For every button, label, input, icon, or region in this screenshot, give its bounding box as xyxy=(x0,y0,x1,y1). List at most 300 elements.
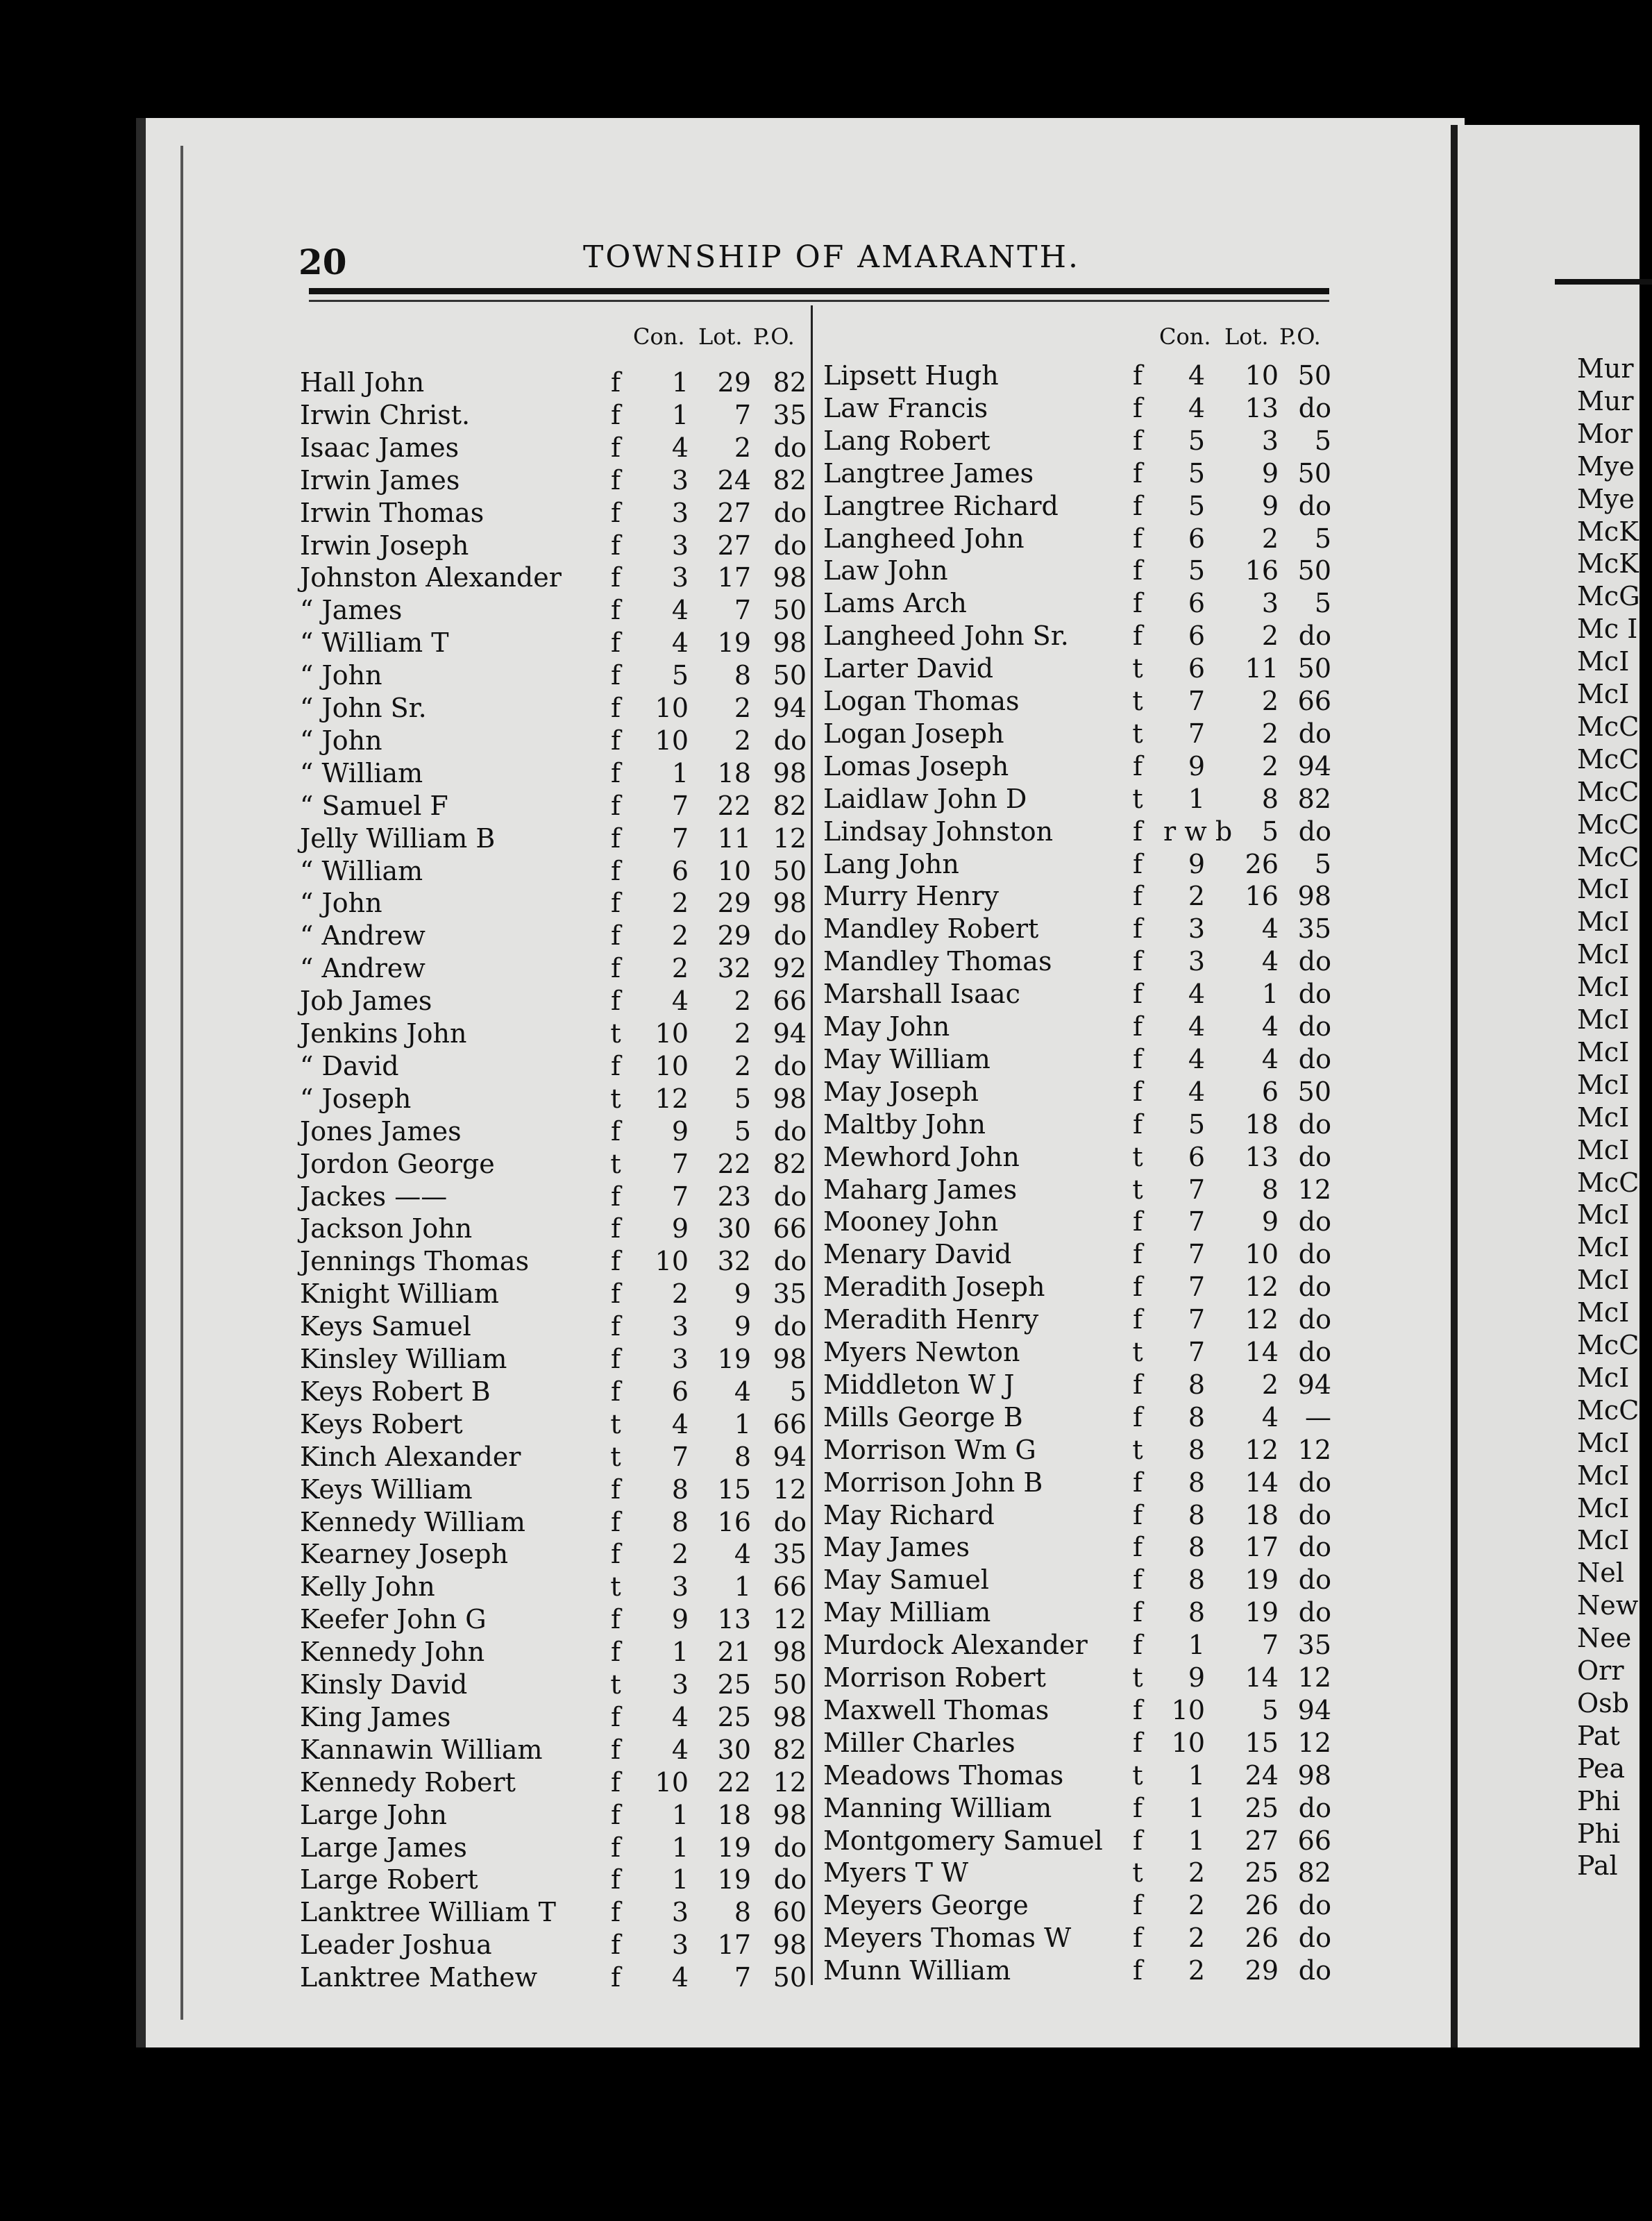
directory-entry xyxy=(300,1929,807,1961)
entry-name: May William xyxy=(823,1043,991,1074)
entry-concession: 10 xyxy=(655,1766,689,1798)
entry-post-office: 5 xyxy=(1314,425,1331,456)
directory-entry xyxy=(300,627,807,659)
entry-post-office: 12 xyxy=(1297,1727,1331,1758)
directory-entry xyxy=(823,1825,1337,1857)
entry-name: Mills George B xyxy=(823,1401,1023,1433)
entry-concession: 5 xyxy=(1188,555,1205,586)
entry-post-office: 98 xyxy=(773,757,807,788)
entry-name: May Richard xyxy=(823,1499,995,1530)
entry-name: Manning William xyxy=(823,1792,1052,1823)
adjacent-page-fragment: McC xyxy=(1577,809,1640,840)
entry-post-office: 98 xyxy=(773,888,807,919)
directory-entry xyxy=(823,1954,1337,1986)
directory-entry xyxy=(300,1603,807,1635)
directory-entry xyxy=(300,1050,807,1082)
entry-name: Meyers George xyxy=(823,1890,1029,1921)
entry-name: “ John xyxy=(300,660,382,691)
entry-lot: 2 xyxy=(734,1018,751,1049)
entry-post-office: 50 xyxy=(773,1669,807,1700)
entry-post-office: do xyxy=(773,920,807,952)
directory-entry xyxy=(300,432,807,464)
adjacent-page-fragment: McI xyxy=(1577,1069,1630,1100)
entry-lot: 8 xyxy=(734,660,751,691)
entry-post-office: 50 xyxy=(1297,555,1331,586)
directory-entry xyxy=(300,1799,807,1831)
entry-lot: 9 xyxy=(1261,490,1279,521)
directory-entry xyxy=(823,1857,1337,1889)
entry-concession: 3 xyxy=(671,562,689,593)
directory-entry xyxy=(823,1011,1337,1042)
entry-lot: 24 xyxy=(1245,1759,1279,1791)
adjacent-page-fragment: McI xyxy=(1577,1036,1630,1067)
entry-concession: 3 xyxy=(671,497,689,528)
entry-name: Hall John xyxy=(300,367,425,398)
entry-lot: 19 xyxy=(717,1344,751,1374)
directory-entry xyxy=(823,1206,1337,1238)
directory-entry xyxy=(300,757,807,789)
entry-lot: 4 xyxy=(734,1539,751,1570)
entry-post-office: do xyxy=(1298,1467,1331,1498)
entry-post-office: 66 xyxy=(773,986,807,1017)
entry-post-office: do xyxy=(1298,1011,1331,1042)
entry-post-office: 12 xyxy=(773,822,807,854)
entry-post-office: 50 xyxy=(1297,360,1331,391)
entry-post-office: 50 xyxy=(773,660,807,691)
directory-entry xyxy=(300,1245,807,1277)
directory-entry xyxy=(300,464,807,496)
entry-name: May Joseph xyxy=(823,1076,979,1107)
entry-concession: 7 xyxy=(671,790,689,821)
entry-lot: 26 xyxy=(1245,848,1279,879)
entry-name: Maxwell Thomas xyxy=(823,1694,1050,1725)
entry-tenure: f xyxy=(610,888,621,919)
entry-tenure: f xyxy=(1132,1630,1143,1661)
entry-name: Myers T W xyxy=(823,1857,969,1889)
entry-lot: 10 xyxy=(1245,1239,1279,1270)
entry-concession: 4 xyxy=(671,1408,689,1439)
entry-concession: 9 xyxy=(671,1604,689,1635)
entry-concession: 6 xyxy=(1188,620,1205,652)
entry-concession: 7 xyxy=(671,822,689,854)
entry-tenure: f xyxy=(1132,1304,1143,1335)
entry-name: Jones James xyxy=(300,1115,462,1147)
entry-concession: 4 xyxy=(1188,1076,1205,1107)
entry-concession: 8 xyxy=(1188,1369,1205,1400)
entry-concession: 1 xyxy=(671,1637,689,1668)
entry-post-office: do xyxy=(773,432,807,463)
adjacent-page-fragment: McG xyxy=(1577,581,1640,612)
directory-entry xyxy=(823,1792,1337,1824)
directory-entry xyxy=(300,920,807,952)
entry-tenure: f xyxy=(610,1246,621,1277)
adjacent-page-fragment: New xyxy=(1577,1590,1639,1621)
entry-concession: 6 xyxy=(671,855,689,886)
entry-tenure: f xyxy=(610,1701,621,1732)
entry-tenure: f xyxy=(1132,1499,1143,1530)
entry-lot: 2 xyxy=(1261,750,1279,782)
entry-post-office: 50 xyxy=(1297,1076,1331,1107)
entry-post-office: 50 xyxy=(773,855,807,886)
entry-concession: 8 xyxy=(1188,1467,1205,1498)
header-lot-right: Lot. xyxy=(1224,323,1269,350)
entry-tenure: t xyxy=(1132,653,1143,684)
entry-name: Keys Samuel xyxy=(300,1311,471,1342)
entry-tenure: f xyxy=(1132,360,1143,391)
entry-name: Myers Newton xyxy=(823,1337,1020,1367)
entry-lot: 4 xyxy=(734,1376,751,1407)
entry-post-office: do xyxy=(1298,718,1331,749)
entry-name: Lang Robert xyxy=(823,425,991,456)
entry-post-office: do xyxy=(773,1311,807,1342)
entry-lot: 17 xyxy=(717,562,751,593)
entry-name: Johnston Alexander xyxy=(300,562,562,593)
directory-entry xyxy=(300,1376,807,1408)
entry-concession: 2 xyxy=(1188,1955,1205,1986)
entry-name: Keys Robert B xyxy=(300,1376,491,1407)
entry-post-office: do xyxy=(1298,620,1331,652)
adjacent-page-fragment: McC xyxy=(1577,1394,1640,1426)
entry-post-office: do xyxy=(773,1115,807,1147)
entry-tenure: f xyxy=(610,855,621,886)
entry-concession: 2 xyxy=(671,920,689,952)
entry-concession: 4 xyxy=(1188,392,1205,423)
entry-lot: 3 xyxy=(1261,588,1279,619)
entry-lot: 22 xyxy=(717,1148,751,1179)
entry-lot: 16 xyxy=(1245,881,1279,912)
entry-lot: 11 xyxy=(717,822,751,854)
entry-name: May Milliam xyxy=(823,1597,991,1628)
entry-tenure: f xyxy=(1132,750,1143,782)
entry-post-office: 50 xyxy=(1297,457,1331,489)
entry-post-office: 98 xyxy=(1297,1759,1331,1791)
entry-tenure: f xyxy=(1132,588,1143,619)
directory-entry xyxy=(823,523,1337,555)
directory-entry xyxy=(300,1896,807,1928)
entry-tenure: f xyxy=(610,822,621,854)
entry-lot: 26 xyxy=(1245,1890,1279,1921)
entry-tenure: f xyxy=(1132,1890,1143,1921)
directory-entry xyxy=(300,1017,807,1049)
entry-post-office: 98 xyxy=(773,1929,807,1961)
adjacent-page-fragment: McI xyxy=(1577,972,1630,1003)
entry-tenure: f xyxy=(610,1278,621,1310)
entry-name: “ William T xyxy=(300,627,449,659)
entry-name: Maltby John xyxy=(823,1108,986,1140)
directory-entry xyxy=(823,1596,1337,1628)
entry-lot: 1 xyxy=(734,1571,751,1603)
entry-name: “ Joseph xyxy=(300,1083,412,1114)
entry-post-office: 35 xyxy=(773,1278,807,1310)
directory-entry xyxy=(300,985,807,1017)
entry-post-office: 5 xyxy=(1314,523,1331,554)
entry-name: Keys Robert xyxy=(300,1408,463,1439)
entry-tenure: f xyxy=(1132,555,1143,586)
entry-post-office: 60 xyxy=(773,1897,807,1928)
entry-name: Meyers Thomas W xyxy=(823,1923,1072,1954)
entry-concession: 1 xyxy=(1188,1825,1205,1856)
entry-post-office: 92 xyxy=(773,953,807,984)
entry-tenure: f xyxy=(610,1344,621,1374)
directory-entry xyxy=(300,561,807,593)
directory-entry xyxy=(823,1531,1337,1563)
directory-entry xyxy=(300,1864,807,1895)
directory-entry xyxy=(823,457,1337,489)
entry-post-office: 66 xyxy=(773,1571,807,1603)
header-po-left: P.O. xyxy=(753,323,795,350)
directory-entry xyxy=(823,1271,1337,1303)
directory-entry xyxy=(300,1115,807,1147)
entry-name: Job James xyxy=(300,986,432,1017)
entry-tenure: f xyxy=(1132,1401,1143,1433)
entry-post-office: 98 xyxy=(773,1701,807,1732)
entry-lot: 15 xyxy=(1245,1727,1279,1758)
entry-name: Morrison John B xyxy=(823,1467,1043,1498)
entry-name: Kannawin William xyxy=(300,1734,543,1765)
entry-post-office: 12 xyxy=(773,1766,807,1798)
adjacent-page-fragment: Nel xyxy=(1577,1557,1624,1589)
entry-concession: 1 xyxy=(1188,1630,1205,1661)
entry-tenure: f xyxy=(610,627,621,659)
adjacent-page-fragment: McI xyxy=(1577,1265,1630,1296)
page-number: 20 xyxy=(298,242,347,282)
directory-entry xyxy=(823,1499,1337,1531)
entry-concession: 7 xyxy=(671,1441,689,1472)
entry-tenure: f xyxy=(610,562,621,593)
entry-name: Jordon George xyxy=(300,1148,495,1179)
entry-post-office: do xyxy=(773,1246,807,1277)
entry-tenure: f xyxy=(1132,1792,1143,1823)
entry-tenure: f xyxy=(610,986,621,1017)
entry-name: Jackson John xyxy=(300,1213,473,1244)
adjacent-page-fragment: Mur xyxy=(1577,353,1634,384)
entry-post-office: do xyxy=(1298,1141,1331,1172)
entry-concession: 6 xyxy=(1188,588,1205,619)
entry-concession: 1 xyxy=(671,1864,689,1895)
entry-concession: 3 xyxy=(671,1311,689,1342)
entry-post-office: 82 xyxy=(773,1734,807,1765)
entry-post-office: 82 xyxy=(773,464,807,496)
entry-name: May John xyxy=(823,1011,950,1042)
entry-lot: 29 xyxy=(717,888,751,919)
entry-concession: 7 xyxy=(1188,1272,1205,1303)
entry-post-office: 12 xyxy=(1297,1434,1331,1465)
entry-concession: 7 xyxy=(1188,718,1205,749)
entry-name: Jelly William B xyxy=(300,822,496,854)
entry-name: Lindsay Johnston xyxy=(823,816,1054,847)
entry-tenure: t xyxy=(610,1018,621,1049)
entry-name: Kinsly David xyxy=(300,1669,468,1700)
entry-tenure: f xyxy=(610,1213,621,1244)
entry-concession: 8 xyxy=(1188,1434,1205,1465)
entry-concession: 5 xyxy=(1188,1108,1205,1140)
entry-name: “ David xyxy=(300,1050,399,1081)
entry-concession: 3 xyxy=(671,1929,689,1961)
entry-lot: 19 xyxy=(717,1864,751,1895)
entry-post-office: do xyxy=(1298,1890,1331,1921)
directory-entry xyxy=(300,1701,807,1733)
entry-name: “ Samuel F xyxy=(300,790,448,821)
adjacent-page-fragment: McI xyxy=(1577,1492,1630,1523)
entry-post-office: do xyxy=(1298,1564,1331,1596)
entry-name: Knight William xyxy=(300,1278,499,1310)
entry-post-office: 35 xyxy=(1297,1630,1331,1661)
entry-post-office: 66 xyxy=(1297,686,1331,716)
entry-post-office: 12 xyxy=(1297,1662,1331,1693)
entry-name: Montgomery Samuel xyxy=(823,1825,1103,1856)
directory-entry xyxy=(300,594,807,626)
entry-post-office: do xyxy=(1298,979,1331,1010)
entry-lot: 16 xyxy=(717,1506,751,1537)
entry-lot: 22 xyxy=(717,790,751,821)
directory-entry xyxy=(300,855,807,887)
entry-tenure: f xyxy=(610,497,621,528)
entry-tenure: f xyxy=(1132,620,1143,652)
adjacent-page-fragment: Pea xyxy=(1577,1753,1626,1784)
adjacent-page-fragment: Phi xyxy=(1577,1818,1621,1849)
entry-lot: 5 xyxy=(1261,816,1279,847)
entry-lot: 15 xyxy=(717,1473,751,1505)
entry-post-office: do xyxy=(1298,1304,1331,1335)
entry-name: May Samuel xyxy=(823,1564,989,1596)
adjacent-page-fragment: McI xyxy=(1577,1101,1630,1133)
directory-entry xyxy=(300,366,807,398)
entry-name: Munn William xyxy=(823,1955,1011,1986)
directory-entry xyxy=(823,1141,1337,1173)
entry-name: “ William xyxy=(300,757,423,788)
entry-tenure: t xyxy=(1132,718,1143,749)
entry-post-office: do xyxy=(1298,1955,1331,1986)
directory-entry xyxy=(300,1538,807,1570)
directory-entry xyxy=(300,692,807,724)
directory-entry xyxy=(300,1408,807,1440)
entry-tenure: t xyxy=(1132,1857,1143,1889)
directory-entry xyxy=(300,1441,807,1473)
entry-name: Kinch Alexander xyxy=(300,1441,521,1472)
entry-name: Miller Charles xyxy=(823,1727,1015,1758)
entry-tenure: f xyxy=(1132,523,1143,554)
entry-tenure: f xyxy=(610,1506,621,1537)
entry-post-office: 98 xyxy=(773,562,807,593)
entry-name: Laidlaw John D xyxy=(823,783,1027,814)
entry-tenure: f xyxy=(1132,457,1143,489)
entry-concession: 2 xyxy=(1188,1923,1205,1954)
entry-post-office: do xyxy=(1298,1499,1331,1530)
entry-name: “ Andrew xyxy=(300,920,425,952)
entry-tenure: t xyxy=(610,1571,621,1603)
entry-tenure: f xyxy=(610,725,621,756)
entry-tenure: f xyxy=(1132,1923,1143,1954)
entry-name: Meradith Henry xyxy=(823,1304,1039,1335)
directory-entry xyxy=(823,1759,1337,1791)
entry-tenure: f xyxy=(610,464,621,496)
entry-post-office: do xyxy=(1298,1239,1331,1270)
entry-tenure: f xyxy=(610,1473,621,1505)
directory-entry xyxy=(300,1181,807,1213)
entry-name: Lomas Joseph xyxy=(823,750,1009,782)
entry-post-office: 12 xyxy=(773,1604,807,1635)
entry-lot: 13 xyxy=(1245,392,1279,423)
entry-lot: 18 xyxy=(1245,1108,1279,1140)
entry-tenure: f xyxy=(1132,1955,1143,1986)
entry-lot: 2 xyxy=(1261,718,1279,749)
header-po-right: P.O. xyxy=(1279,323,1321,350)
entry-lot: 4 xyxy=(1261,946,1279,977)
entry-tenure: t xyxy=(1132,1337,1143,1367)
entry-lot: 3 xyxy=(1261,425,1279,456)
entry-lot: 2 xyxy=(1261,1369,1279,1400)
entry-tenure: f xyxy=(610,367,621,398)
entry-tenure: f xyxy=(610,790,621,821)
entry-tenure: f xyxy=(610,1734,621,1765)
adjacent-page-fragment: Osb xyxy=(1577,1687,1629,1718)
entry-tenure: f xyxy=(610,1766,621,1798)
entry-concession: 9 xyxy=(1188,1662,1205,1693)
entry-concession: 9 xyxy=(1188,848,1205,879)
adjacent-page-fragment: McK xyxy=(1577,516,1639,547)
entry-post-office: 12 xyxy=(773,1473,807,1505)
entry-lot: 25 xyxy=(717,1669,751,1700)
entry-concession: 10 xyxy=(655,693,689,723)
entry-tenure: f xyxy=(1132,1597,1143,1628)
entry-tenure: f xyxy=(610,1897,621,1928)
entry-post-office: 82 xyxy=(773,790,807,821)
entry-post-office: 5 xyxy=(1314,588,1331,619)
entry-lot: 2 xyxy=(1261,686,1279,716)
entry-tenure: f xyxy=(1132,816,1143,847)
entry-post-office: do xyxy=(1298,1337,1331,1367)
entry-name: Jennings Thomas xyxy=(300,1246,530,1277)
entry-concession: 4 xyxy=(671,1701,689,1732)
entry-lot: 27 xyxy=(717,530,751,561)
adjacent-page-fragment: Mur xyxy=(1577,385,1634,416)
entry-post-office: 94 xyxy=(773,1018,807,1049)
directory-entry xyxy=(823,1108,1337,1140)
entry-lot: 18 xyxy=(1245,1499,1279,1530)
entry-post-office: 50 xyxy=(773,595,807,626)
entry-tenure: t xyxy=(610,1669,621,1700)
entry-post-office: 94 xyxy=(1297,1694,1331,1725)
entry-tenure: f xyxy=(610,1115,621,1147)
entry-tenure: f xyxy=(1132,490,1143,521)
entry-name: Jackes —— xyxy=(300,1181,448,1212)
entry-tenure: t xyxy=(1132,1174,1143,1205)
entry-post-office: 5 xyxy=(789,1376,807,1407)
entry-tenure: f xyxy=(1132,979,1143,1010)
entry-concession: 4 xyxy=(671,1962,689,1993)
entry-tenure: f xyxy=(610,660,621,691)
directory-entry xyxy=(300,1571,807,1603)
entry-name: Large James xyxy=(300,1832,467,1863)
entry-tenure: f xyxy=(1132,1108,1143,1140)
entry-post-office: 35 xyxy=(773,399,807,430)
entry-lot: 2 xyxy=(1261,523,1279,554)
adjacent-page-fragment: Pat xyxy=(1577,1720,1620,1751)
entry-post-office: 12 xyxy=(1297,1174,1331,1205)
entry-tenure: f xyxy=(1132,1825,1143,1856)
entry-lot: 19 xyxy=(717,1832,751,1863)
entry-concession: 1 xyxy=(671,1832,689,1863)
entry-concession: 2 xyxy=(1188,1890,1205,1921)
directory-entry xyxy=(823,816,1337,847)
entry-concession: 10 xyxy=(1171,1727,1205,1758)
entry-lot: 19 xyxy=(717,627,751,659)
entry-lot: 7 xyxy=(734,1962,751,1993)
entry-post-office: do xyxy=(1298,490,1331,521)
directory-entry xyxy=(823,1369,1337,1401)
entry-concession: 5 xyxy=(1188,457,1205,489)
directory-entry xyxy=(823,945,1337,977)
